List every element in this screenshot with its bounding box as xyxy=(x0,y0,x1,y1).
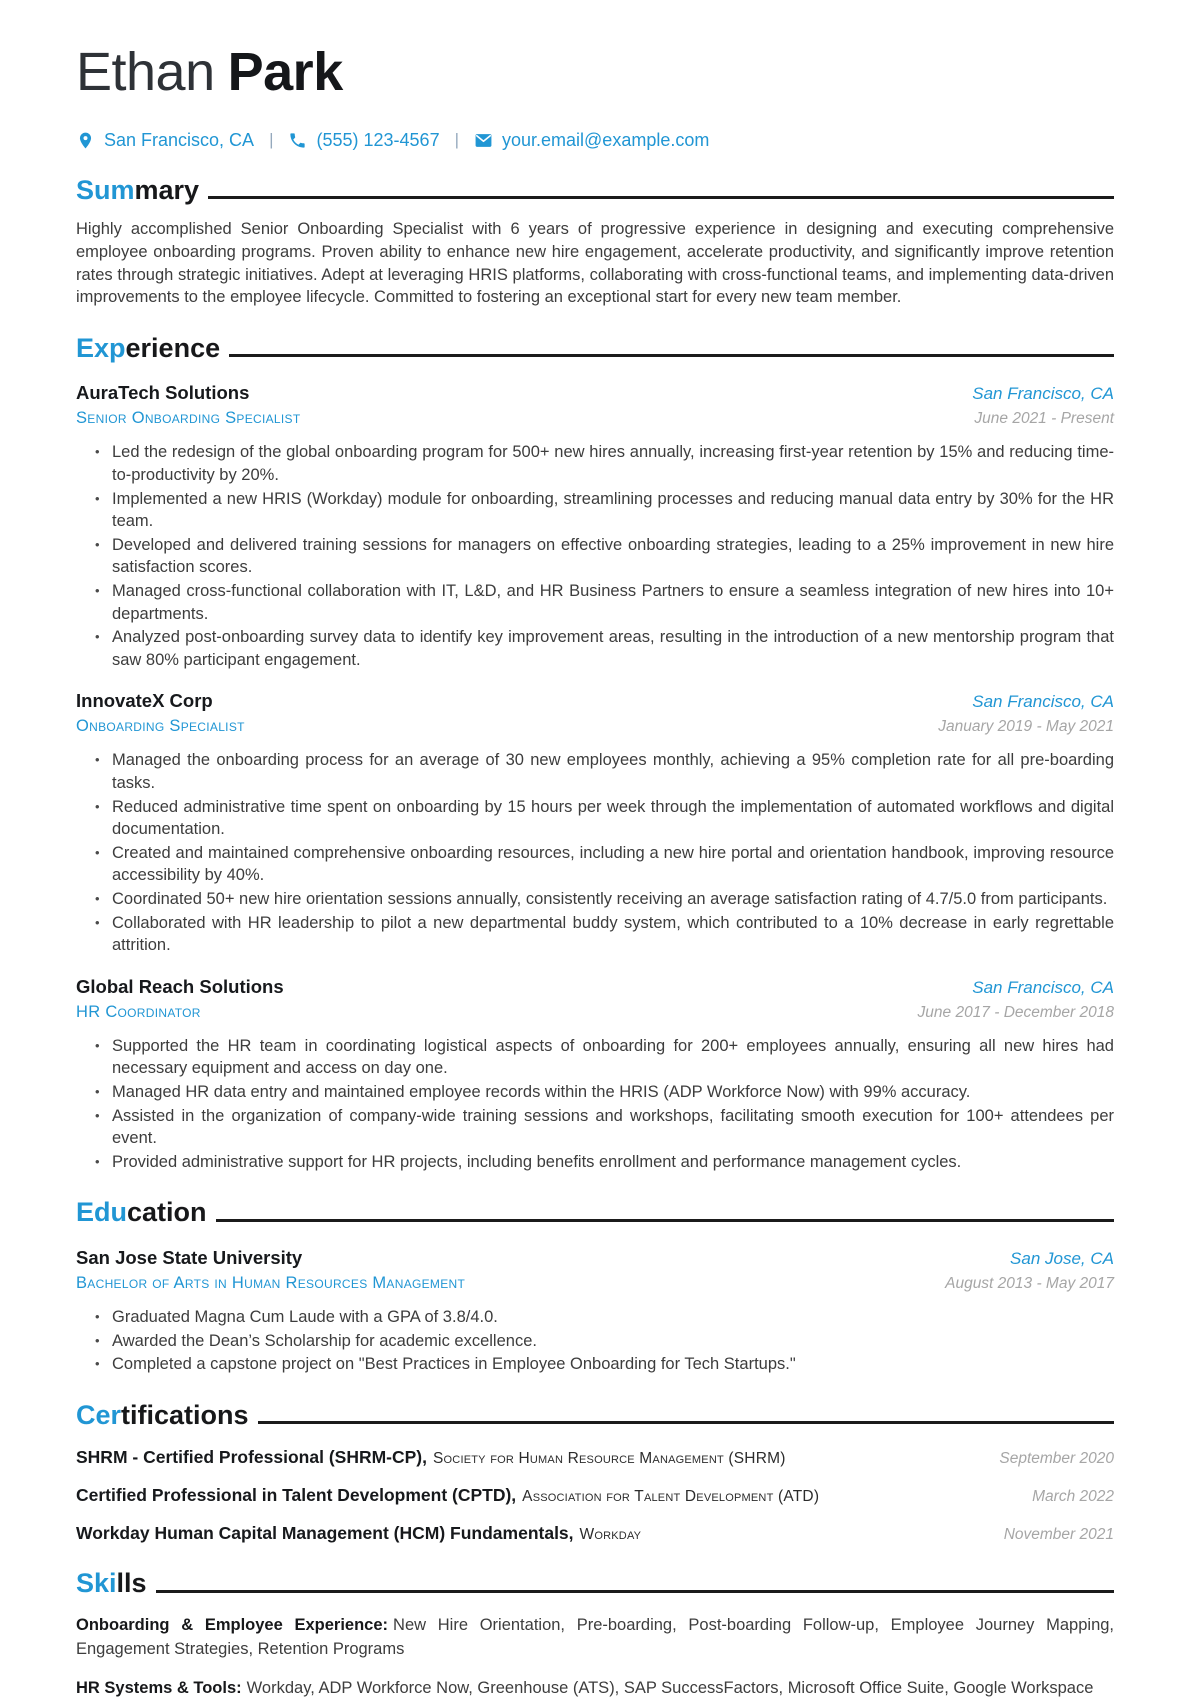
certification-text xyxy=(76,1485,819,1506)
job-title: HR Coordinator xyxy=(76,1002,201,1021)
section-title-accent: Cer xyxy=(76,1399,122,1430)
section-title-accent: Ski xyxy=(76,1568,117,1599)
section-title-rule xyxy=(258,1421,1114,1424)
contact-phone xyxy=(288,130,439,151)
certification-row xyxy=(76,1523,1114,1544)
job-title: Onboarding Specialist xyxy=(76,717,245,736)
section-title-certifications xyxy=(76,1401,1114,1431)
section-title-rule xyxy=(156,1590,1114,1593)
experience-entry xyxy=(76,690,1114,956)
education-entry xyxy=(76,1247,1114,1376)
candidate-name xyxy=(76,44,1114,101)
contact-bar xyxy=(76,130,1114,151)
contact-email-text: your.email@example.com xyxy=(502,129,710,150)
entry-title-row xyxy=(76,1003,1114,1022)
company-location: San Francisco, CA xyxy=(972,692,1114,712)
certification-text xyxy=(76,1523,641,1544)
section-skills xyxy=(76,1569,1114,1700)
experience-entry xyxy=(76,382,1114,671)
certification-date: March 2022 xyxy=(1032,1488,1114,1506)
bullet-item: • Analyzed post-onboarding survey data to identify key improvement areas, resulting in the introduction of a new mentorship program that saw 80% participant engagement. xyxy=(112,626,1114,671)
contact-email[interactable] xyxy=(474,130,709,151)
section-title-rule xyxy=(208,196,1114,199)
job-dates: January 2019 - May 2021 xyxy=(938,718,1114,736)
entry-company-row xyxy=(76,976,1114,998)
section-title-accent: Exp xyxy=(76,332,126,363)
skills-items: Workday, ADP Workforce Now, Greenhouse (ATS), SAP SuccessFactors, Microsoft Office Suite, Google Workspace xyxy=(246,1679,1094,1698)
education-dates: August 2013 - May 2017 xyxy=(945,1274,1114,1292)
certification-row xyxy=(76,1447,1114,1468)
section-title-experience xyxy=(76,334,1114,364)
entry-company-row xyxy=(76,690,1114,712)
section-title-accent: Sum xyxy=(76,174,135,205)
job-dates: June 2017 - December 2018 xyxy=(917,1003,1114,1021)
bullet-list xyxy=(76,1035,1114,1174)
certification-issuer: Workday xyxy=(579,1526,642,1544)
certification-name: Certified Professional in Talent Development (CPTD), xyxy=(76,1485,517,1506)
section-title-accent: Edu xyxy=(76,1197,127,1228)
entry-title-row xyxy=(76,717,1114,736)
school-location: San Jose, CA xyxy=(1010,1248,1114,1268)
school-name: San Jose State University xyxy=(76,1246,303,1268)
company-name: InnovateX Corp xyxy=(76,690,213,712)
certification-date: November 2021 xyxy=(1003,1526,1114,1544)
company-name: Global Reach Solutions xyxy=(76,975,284,997)
first-name: Ethan xyxy=(76,42,215,102)
certification-issuer: Society for Human Resource Management (SHRM) xyxy=(433,1450,786,1468)
section-title-summary xyxy=(76,176,1114,206)
summary-text: Highly accomplished Senior Onboarding Specialist with 6 years of progressive experience in designing and executing comprehensive employee onboarding programs. Proven ability to enhance new hire engagement, accelerate productivity, and significantly improve retention rates through strategic initiatives. Adept at leveraging HRIS platforms, collaborating with cross-functional teams, and implementing data-driven improvements to the employee lifecycle. Committed to fostering an exceptional start for every new team member. xyxy=(76,220,1114,307)
section-title-rule xyxy=(229,354,1114,357)
bullet-list xyxy=(76,441,1114,671)
skills-group xyxy=(76,1614,1114,1661)
company-name: AuraTech Solutions xyxy=(76,382,250,404)
bullet-item: • Managed cross-functional collaboration with IT, L&D, and HR Business Partners to ensure a seamless integration of new hires into 10+ departments. xyxy=(112,580,1114,625)
bullet-item: • Collaborated with HR leadership to pilot a new departmental buddy system, which contributed to a 10% decrease in early regrettable attrition. xyxy=(112,912,1114,957)
section-summary xyxy=(76,176,1114,309)
company-location: San Francisco, CA xyxy=(972,977,1114,997)
bullet-list xyxy=(76,1306,1114,1376)
section-title-rest: erience xyxy=(125,332,221,363)
job-title: Senior Onboarding Specialist xyxy=(76,409,301,428)
bullet-item: • Awarded the Dean’s Scholarship for academic excellence. xyxy=(112,1330,1114,1353)
job-dates: June 2021 - Present xyxy=(974,410,1114,428)
skills-category-label: HR Systems & Tools: xyxy=(76,1679,242,1698)
last-name: Park xyxy=(227,42,343,102)
contact-separator: | xyxy=(454,130,459,150)
degree: Bachelor of Arts in Human Resources Management xyxy=(76,1273,466,1292)
section-title-skills xyxy=(76,1569,1114,1599)
experience-entry xyxy=(76,976,1114,1174)
contact-location-text: San Francisco, CA xyxy=(104,129,255,150)
bullet-list xyxy=(76,749,1114,956)
section-title-rule xyxy=(216,1219,1114,1222)
bullet-item: • Supported the HR team in coordinating logistical aspects of onboarding for 200+ employees annually, ensuring all new hires had necessary equipment and access on day one. xyxy=(112,1035,1114,1080)
certification-text xyxy=(76,1447,786,1468)
bullet-item: • Developed and delivered training sessions for managers on effective onboarding strategies, leading to a 25% improvement in new hire satisfaction scores. xyxy=(112,534,1114,579)
contact-location xyxy=(76,130,254,151)
bullet-item: • Reduced administrative time spent on onboarding by 15 hours per week through the implementation of automated workflows and digital documentation. xyxy=(112,796,1114,841)
section-education xyxy=(76,1198,1114,1375)
section-title-education xyxy=(76,1198,1114,1228)
envelope-icon xyxy=(474,131,493,150)
entry-company-row xyxy=(76,382,1114,404)
phone-icon xyxy=(288,131,307,150)
skills-items: New Hire Orientation, Pre-boarding, Post-boarding Follow-up, Employee Journey Mapping, Engagement Strategies, Retention Programs xyxy=(76,1616,1115,1658)
section-title-rest: mary xyxy=(134,174,200,205)
certification-issuer: Association for Talent Development (ATD) xyxy=(522,1488,820,1506)
bullet-item: • Created and maintained comprehensive onboarding resources, including a new hire portal and orientation handbook, improving resource accessibility by 40%. xyxy=(112,842,1114,887)
contact-separator: | xyxy=(269,130,274,150)
entry-title-row xyxy=(76,1274,1114,1293)
certification-date: September 2020 xyxy=(999,1450,1114,1468)
bullet-item: • Managed HR data entry and maintained employee records within the HRIS (ADP Workforce Now) with 99% accuracy. xyxy=(112,1081,1114,1104)
bullet-item: • Led the redesign of the global onboarding program for 500+ new hires annually, increasing first-year retention by 15% and reducing time-to-productivity by 20%. xyxy=(112,441,1114,486)
location-pin-icon xyxy=(76,131,95,150)
section-title-rest: cation xyxy=(127,1197,207,1228)
bullet-item: • Provided administrative support for HR projects, including benefits enrollment and performance management cycles. xyxy=(112,1151,1114,1174)
bullet-item: • Managed the onboarding process for an average of 30 new employees monthly, achieving a 95% completion rate for all pre-boarding tasks. xyxy=(112,749,1114,794)
skills-category-label: Onboarding & Employee Experience: xyxy=(76,1616,389,1635)
entry-title-row xyxy=(76,409,1114,428)
bullet-item: • Graduated Magna Cum Laude with a GPA of 3.8/4.0. xyxy=(112,1306,1114,1329)
contact-phone-text: (555) 123-4567 xyxy=(316,129,440,150)
skills-group xyxy=(76,1677,1114,1700)
section-title-rest: lls xyxy=(116,1568,147,1599)
section-experience xyxy=(76,334,1114,1174)
section-certifications xyxy=(76,1401,1114,1545)
section-title-rest: tifications xyxy=(121,1399,249,1430)
certification-name: SHRM - Certified Professional (SHRM-CP), xyxy=(76,1447,427,1468)
bullet-item: • Coordinated 50+ new hire orientation sessions annually, consistently receiving an average satisfaction rating of 4.7/5.0 from participants. xyxy=(112,888,1114,911)
certification-row xyxy=(76,1485,1114,1506)
bullet-item: • Implemented a new HRIS (Workday) module for onboarding, streamlining processes and reducing manual data entry by 30% for the HR team. xyxy=(112,488,1114,533)
bullet-item: • Assisted in the organization of company-wide training sessions and workshops, facilitating smooth execution for 100+ attendees per event. xyxy=(112,1105,1114,1150)
entry-company-row xyxy=(76,1247,1114,1269)
certification-name: Workday Human Capital Management (HCM) Fundamentals, xyxy=(76,1523,574,1544)
bullet-item: • Completed a capstone project on "Best Practices in Employee Onboarding for Tech Startups." xyxy=(112,1353,1114,1376)
company-location: San Francisco, CA xyxy=(972,384,1114,404)
